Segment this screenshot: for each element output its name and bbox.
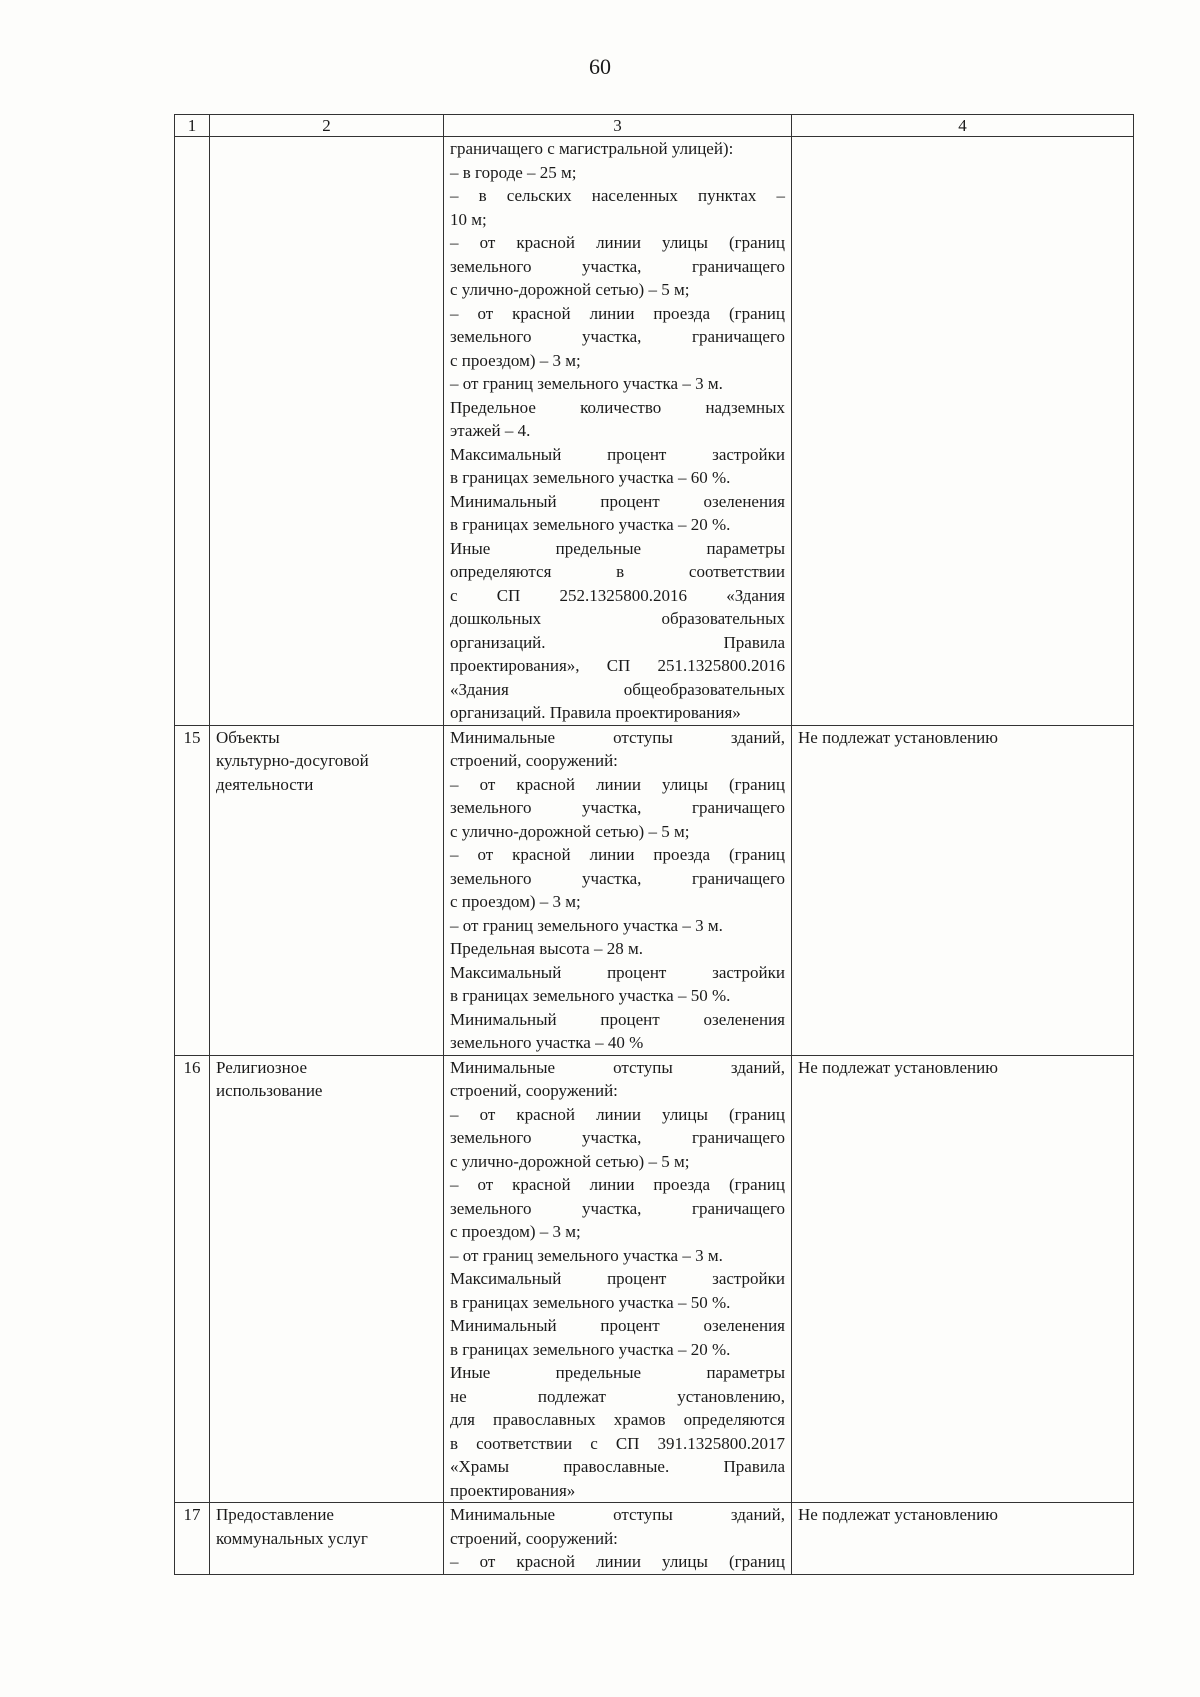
parameter-line: в границах земельного участка – 50 %. <box>450 1292 731 1312</box>
parameter-line: «Здания общеобразовательных <box>450 679 785 699</box>
parameter-line: с проездом) – 3 м; <box>450 350 581 370</box>
land-use-name <box>210 137 444 726</box>
parameter-line: – от красной линии проезда (границ <box>450 845 785 864</box>
parameter-line: Предельная высота – 28 м. <box>450 939 643 958</box>
parameter-line: – от красной линии проезда (границ <box>450 303 785 323</box>
parameter-line: Предельное количество надземных <box>450 397 785 417</box>
parameter-line: Иные предельные параметры <box>450 538 785 558</box>
parameter-line: – от красной линии улицы (границ <box>450 233 785 252</box>
parameter-line: с СП 252.1325800.2016 «Здания <box>450 585 785 605</box>
header-col-4: 4 <box>792 115 1134 137</box>
parameter-line: в границах земельного участка – 50 %. <box>450 986 731 1005</box>
parameter-line: земельного участка, граничащего <box>450 798 785 817</box>
parameter-line: строений, сооружений: <box>450 751 618 770</box>
parameters-cell <box>444 1503 792 1575</box>
parameter-line: организаций. Правила проектирования» <box>450 703 741 722</box>
parameter-line: Максимальный процент застройки <box>450 962 785 982</box>
parameter-line: Минимальный процент озеленения <box>450 491 785 511</box>
land-use-name <box>210 1503 444 1575</box>
note-cell <box>792 137 1134 726</box>
land-use-name-line: Объекты <box>216 727 280 747</box>
parameter-line: строений, сооружений: <box>450 1081 618 1100</box>
land-use-name <box>210 1055 444 1503</box>
parameter-line: – в сельских населенных пунктах – <box>450 186 785 205</box>
parameter-line: определяются в соответствии <box>450 562 785 581</box>
parameter-line: Иные предельные параметры <box>450 1363 785 1382</box>
parameter-line: проектирования», СП 251.1325800.2016 <box>450 656 785 675</box>
note-cell: Не подлежат установлению <box>792 725 1134 1055</box>
parameters-cell <box>444 1055 792 1503</box>
land-use-name-line: коммунальных услуг <box>216 1528 368 1548</box>
land-use-name-line: культурно-досуговой <box>216 751 369 770</box>
row-number: 16 <box>175 1055 210 1503</box>
parameter-line: земельного участка – 40 % <box>450 1033 644 1052</box>
note-cell: Не подлежат установлению <box>792 1503 1134 1575</box>
row-number: 15 <box>175 725 210 1055</box>
parameter-line: – от границ земельного участка – 3 м. <box>450 1245 723 1265</box>
parameter-line: для православных храмов определяются <box>450 1410 785 1429</box>
parameter-line: «Храмы православные. Правила <box>450 1457 785 1476</box>
parameter-line: с улично-дорожной сетью) – 5 м; <box>450 280 690 299</box>
land-use-name-line: Предоставление <box>216 1505 334 1524</box>
row-number <box>175 137 210 726</box>
parameter-line: Минимальные отступы зданий, <box>450 1505 785 1524</box>
parameter-line: в соответствии с СП 391.1325800.2017 <box>450 1433 785 1453</box>
parameter-line: земельного участка, граничащего <box>450 1128 785 1147</box>
table-row <box>175 137 1134 726</box>
land-use-name-line: Религиозное <box>216 1057 307 1077</box>
parameter-line: – от красной линии улицы (границ <box>450 1104 785 1124</box>
parameter-line: Максимальный процент застройки <box>450 1269 785 1288</box>
parameter-line: проектирования» <box>450 1480 576 1500</box>
parameter-line: – от границ земельного участка – 3 м. <box>450 374 723 393</box>
parameter-line: строений, сооружений: <box>450 1528 618 1548</box>
parameter-line: Минимальный процент озеленения <box>450 1009 785 1029</box>
parameter-line: не подлежат установлению, <box>450 1386 785 1406</box>
parameter-line: – в городе – 25 м; <box>450 162 577 182</box>
parameter-line: в границах земельного участка – 20 %. <box>450 1339 731 1359</box>
parameter-line: земельного участка, граничащего <box>450 868 785 888</box>
parameter-line: этажей – 4. <box>450 421 531 440</box>
note-cell: Не подлежат установлению <box>792 1055 1134 1503</box>
header-col-3: 3 <box>444 115 792 137</box>
parameter-line: организаций. Правила <box>450 632 785 652</box>
table-row <box>175 1503 1134 1575</box>
regulations-table <box>174 114 1134 1575</box>
parameter-line: – от границ земельного участка – 3 м. <box>450 915 723 935</box>
land-use-name <box>210 725 444 1055</box>
parameter-line: с улично-дорожной сетью) – 5 м; <box>450 821 690 841</box>
parameter-line: граничащего с магистральной улицей): <box>450 139 734 158</box>
parameter-line: дошкольных образовательных <box>450 609 785 628</box>
page-number: 60 <box>589 54 611 79</box>
parameter-line: Минимальные отступы зданий, <box>450 1057 785 1077</box>
parameter-line: – от красной линии улицы (границ <box>450 774 785 794</box>
parameter-line: с улично-дорожной сетью) – 5 м; <box>450 1151 690 1171</box>
table-header <box>175 115 1134 137</box>
parameter-line: 10 м; <box>450 209 487 229</box>
parameter-line: – от красной линии проезда (границ <box>450 1175 785 1194</box>
parameter-line: с проездом) – 3 м; <box>450 1222 581 1241</box>
parameter-line: земельного участка, граничащего <box>450 327 785 346</box>
parameter-line: в границах земельного участка – 60 %. <box>450 468 731 487</box>
table-body <box>175 137 1134 1575</box>
parameter-line: с проездом) – 3 м; <box>450 892 581 911</box>
parameter-line: – от красной линии улицы (границ <box>450 1552 785 1571</box>
land-use-name-line: использование <box>216 1081 323 1100</box>
parameter-line: Минимальные отступы зданий, <box>450 727 785 747</box>
parameter-line: Минимальный процент озеленения <box>450 1316 785 1335</box>
header-col-1: 1 <box>175 115 210 137</box>
header-col-2: 2 <box>210 115 444 137</box>
table-row <box>175 1055 1134 1503</box>
parameters-cell <box>444 725 792 1055</box>
table-row <box>175 725 1134 1055</box>
parameter-line: в границах земельного участка – 20 %. <box>450 515 731 534</box>
parameter-line: земельного участка, граничащего <box>450 1198 785 1218</box>
parameters-cell <box>444 137 792 726</box>
parameter-line: Максимальный процент застройки <box>450 444 785 464</box>
parameter-line: земельного участка, граничащего <box>450 256 785 276</box>
row-number: 17 <box>175 1503 210 1575</box>
land-use-name-line: деятельности <box>216 774 314 794</box>
